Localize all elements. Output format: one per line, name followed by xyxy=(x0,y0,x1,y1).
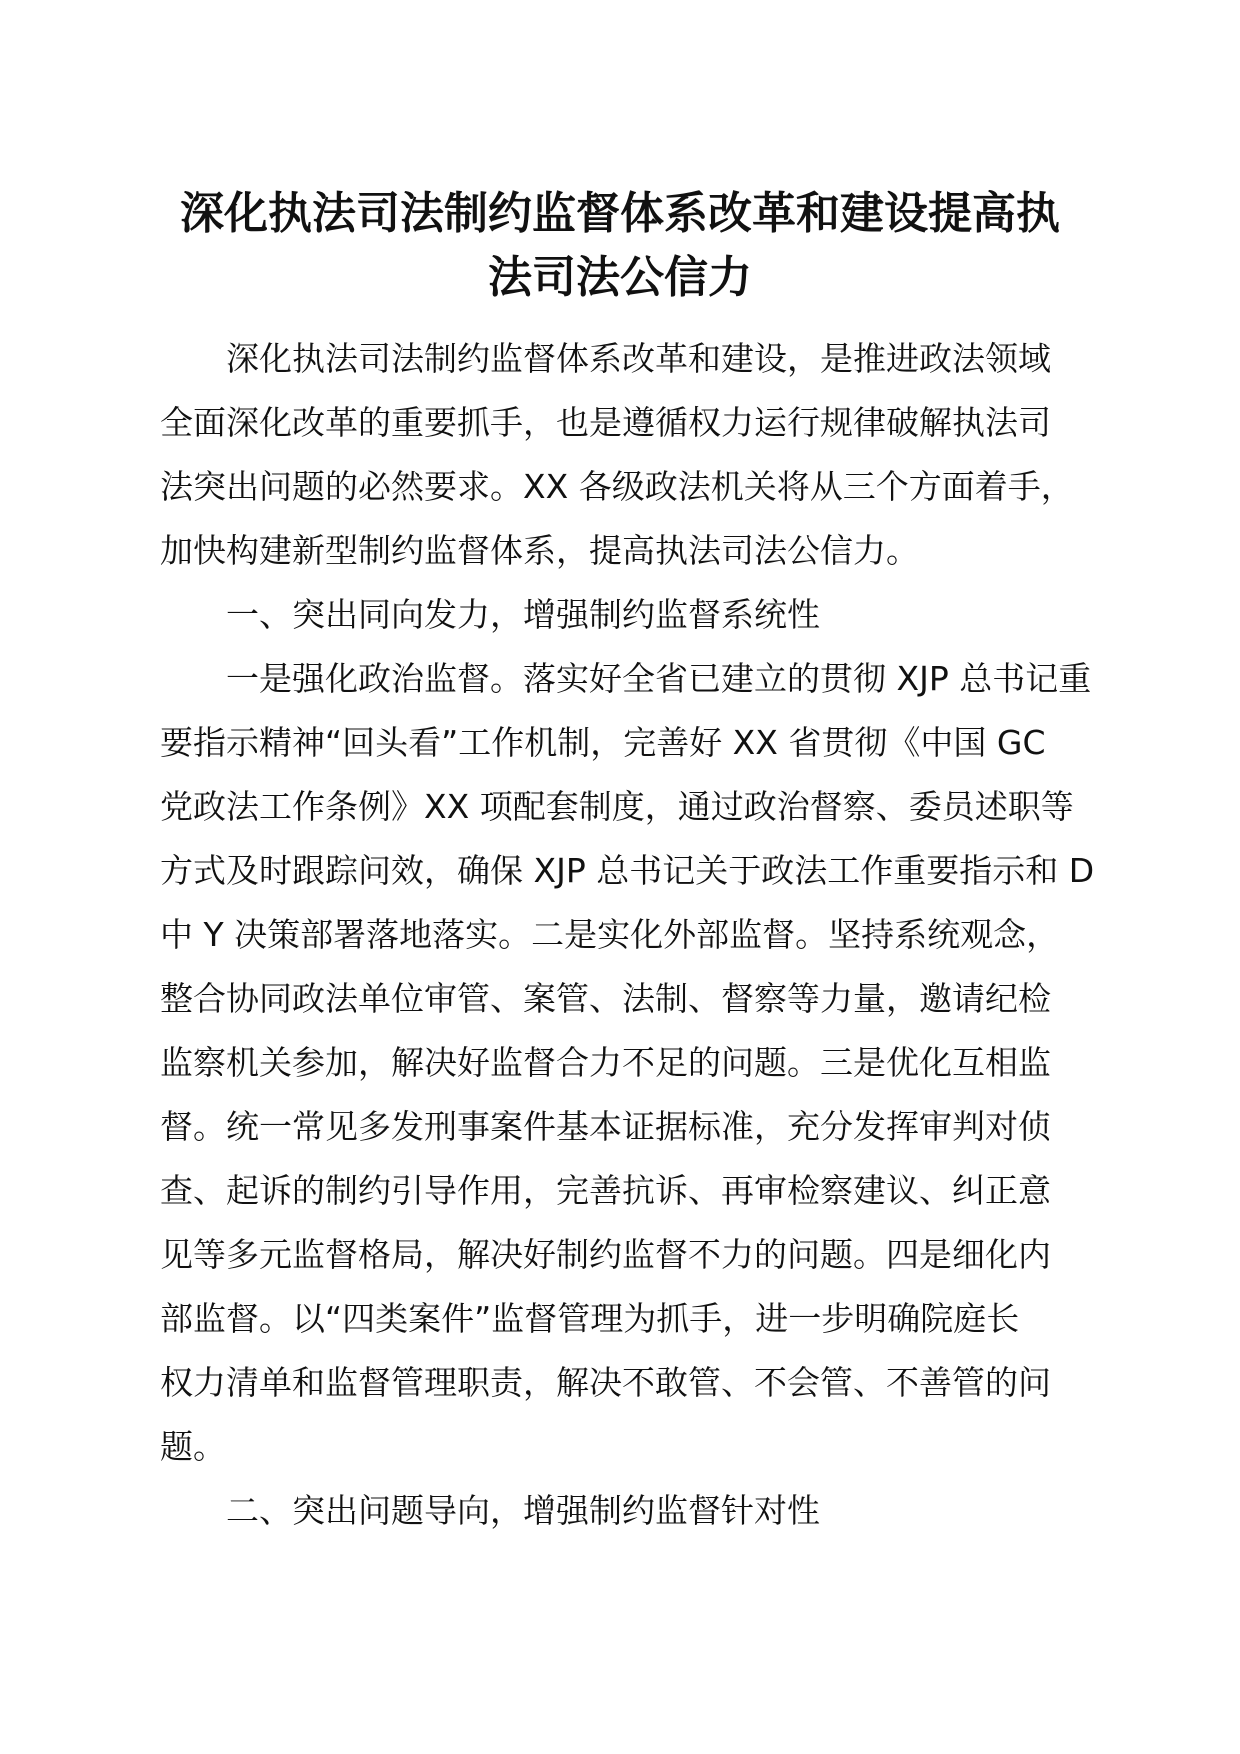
paragraph-line: 整合协同政法单位审管、案管、法制、督察等力量，邀请纪检 xyxy=(160,979,1051,1018)
paragraph-line: 深化执法司法制约监督体系改革和建设，是推进政法领域 xyxy=(226,339,1051,378)
paragraph-line: 法突出问题的必然要求。XX 各级政法机关将从三个方面着手， xyxy=(160,467,1074,506)
paragraph-line: 监察机关参加，解决好监督合力不足的问题。三是优化互相监 xyxy=(160,1043,1051,1082)
paragraph-line: 部监督。以“四类案件”监督管理为抓手，进一步明确院庭长 xyxy=(160,1299,1020,1338)
paragraph-line: 见等多元监督格局，解决好制约监督不力的问题。四是细化内 xyxy=(160,1235,1051,1274)
section-heading-line: 一、突出同向发力，增强制约监督系统性 xyxy=(226,595,820,634)
paragraph-line: 加快构建新型制约监督体系，提高执法司法公信力。 xyxy=(160,531,919,570)
intro-paragraph xyxy=(160,327,1100,583)
paragraph-line: 要指示精神“回头看”工作机制，完善好 XX 省贯彻《中国 GC xyxy=(160,723,1046,762)
section-heading-1 xyxy=(160,583,1100,647)
paragraph-line: 查、起诉的制约引导作用，完善抗诉、再审检察建议、纠正意 xyxy=(160,1171,1051,1210)
paragraph-line: 权力清单和监督管理职责，解决不敢管、不会管、不善管的问 xyxy=(160,1363,1051,1402)
paragraph-line: 中 Y 决策部署落地落实。二是实化外部监督。坚持系统观念， xyxy=(160,915,1060,954)
document-body xyxy=(160,327,1100,1543)
section-heading-line: 二、突出问题导向，增强制约监督针对性 xyxy=(226,1491,820,1530)
document-title xyxy=(150,182,1090,310)
title-line: 深化执法司法制约监督体系改革和建设提高执 xyxy=(180,188,1060,239)
paragraph-line: 题。 xyxy=(160,1427,226,1466)
paragraph-line: 督。统一常见多发刑事案件基本证据标准，充分发挥审判对侦 xyxy=(160,1107,1051,1146)
paragraph-line: 全面深化改革的重要抓手，也是遵循权力运行规律破解执法司 xyxy=(160,403,1051,442)
section-1-paragraph xyxy=(160,647,1100,1479)
paragraph-line: 方式及时跟踪问效，确保 XJP 总书记关于政法工作重要指示和 D xyxy=(160,851,1095,890)
section-heading-2 xyxy=(160,1479,1100,1543)
title-line: 法司法公信力 xyxy=(488,252,752,303)
paragraph-line: 一是强化政治监督。落实好全省已建立的贯彻 XJP 总书记重 xyxy=(226,659,1092,698)
paragraph-line: 党政法工作条例》XX 项配套制度，通过政治督察、委员述职等 xyxy=(160,787,1074,826)
